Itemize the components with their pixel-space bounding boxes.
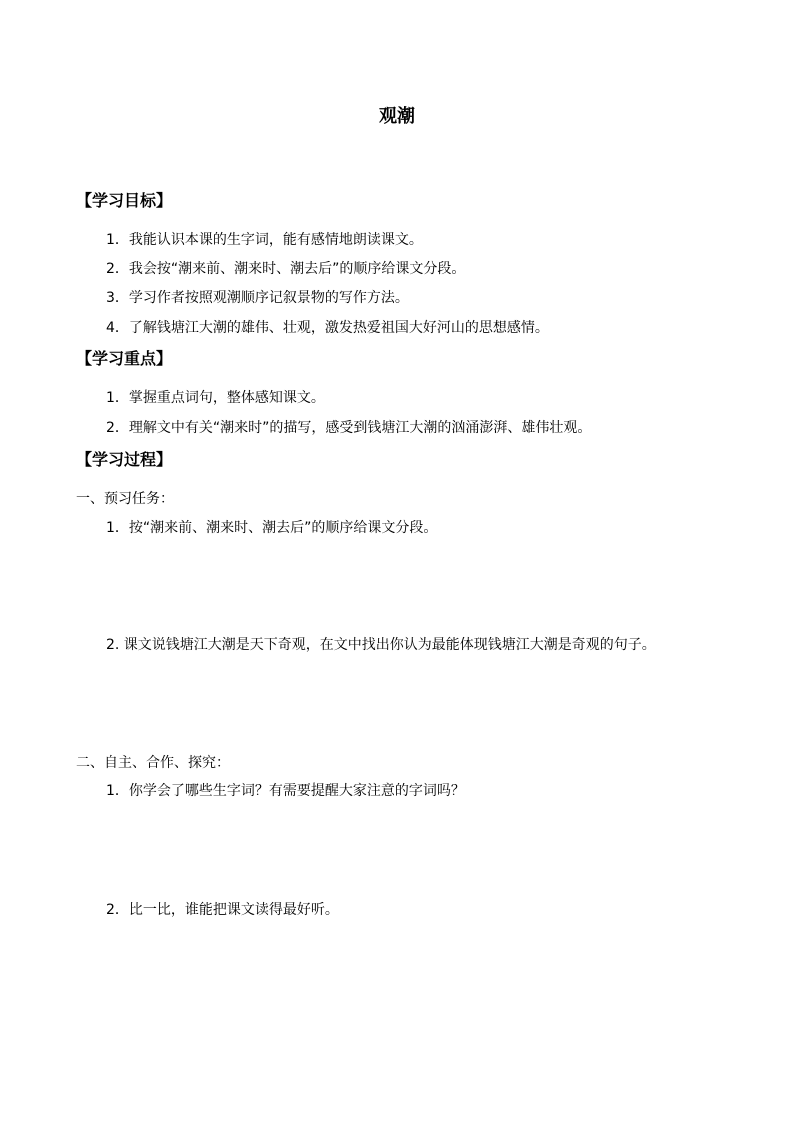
- subsection-label-preview: 一、预习任务：: [76, 491, 174, 507]
- explore-item-1: 1．你学会了哪些生字词？有需要提醒大家注意的字词吗？: [106, 783, 465, 799]
- section-heading-key-points: 【学习重点】: [76, 349, 173, 368]
- objective-item-1: 1．我能认识本课的生字词，能有感情地朗读课文。: [106, 232, 423, 248]
- subsection-label-explore: 二、自主、合作、探究：: [76, 755, 230, 771]
- objective-item-4: 4．了解钱塘江大潮的雄伟、壮观，激发热爱祖国大好河山的思想感情。: [106, 320, 549, 336]
- section-heading-objectives: 【学习目标】: [76, 191, 173, 210]
- objective-item-3: 3．学习作者按照观潮顺序记叙景物的写作方法。: [106, 290, 409, 306]
- explore-item-2: 2．比一比，谁能把课文读得最好听。: [106, 902, 339, 918]
- preview-item-2: 2. 课文说钱塘江大潮是天下奇观，在文中找出你认为最能体现钱塘江大潮是奇观的句子。: [106, 637, 656, 653]
- section-heading-process: 【学习过程】: [76, 450, 173, 469]
- key-point-item-2: 2．理解文中有关“潮来时”的描写，感受到钱塘江大潮的汹涌澎湃、雄伟壮观。: [106, 420, 592, 436]
- key-point-item-1: 1．掌握重点词句，整体感知课文。: [106, 390, 325, 406]
- objective-item-2: 2．我会按“潮来前、潮来时、潮去后”的顺序给课文分段。: [106, 261, 466, 277]
- preview-item-1: 1．按“潮来前、潮来时、潮去后”的顺序给课文分段。: [106, 520, 438, 536]
- page-title: 观潮: [379, 106, 415, 127]
